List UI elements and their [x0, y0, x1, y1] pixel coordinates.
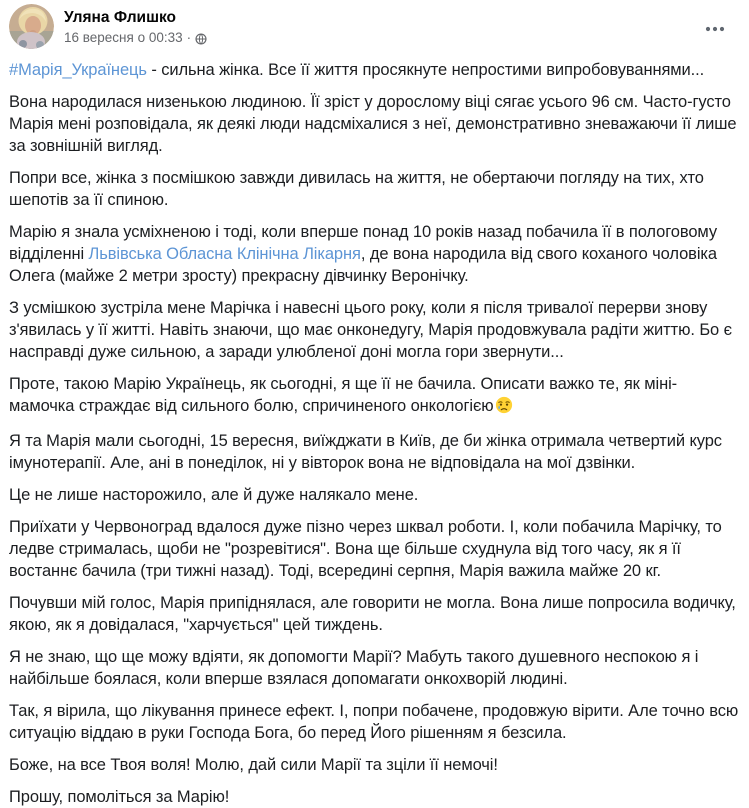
- meta-separator: ·: [186, 30, 192, 45]
- post-paragraph: Приїхати у Червоноград вдалося дуже пізно через шквал роботи. І, коли побачила Марічку, то ледве стрималась, щоби не "розревітися". Вона ще більше схуднула від того часу, як я її востаннє бачила (три тижні назад). Тоді, всередині серпня, Марія важила майже 20 кг.: [9, 518, 722, 580]
- post-paragraph: З усмішкою зустріла мене Марічка і навесні цього року, коли я після тривалої перерви знову з'явилась у її житті. Навіть знаючи, що має онконедугу, Марія продовжувала радіти життю. Бо є насправді дуже сильною, а заради улюбленої доні могла гори звернути...: [9, 299, 732, 361]
- post-paragraph: Почувши мій голос, Марія припіднялася, але говорити не могла. Вона лише попросила водичку, якою, як я довідалася, "харчується" цей тиждень.: [9, 594, 736, 634]
- paragraph-text: Проте, такою Марію Українець, як сьогодні, я ще її не бачила. Описати важко те, як міні-мамочка страждає від сильного болю, спричиненого онкологією: [9, 375, 678, 415]
- crying-face-emoji: [495, 396, 513, 420]
- more-options-button[interactable]: [699, 17, 731, 41]
- paragraph-text: Марію я знала усміхненою і тоді, коли вперше понад 10 років назад побачила її в пологовому відділенні: [9, 223, 717, 263]
- avatar-image: [9, 4, 54, 49]
- post-paragraph: Вона народилася низенькою людиною. Її зріст у дорослому віці сягає усього 96 см. Часто-густо Марія мені розповідала, як деякі люди надсміхалися з неї, демонстративно зневажаючи її лише за зовнішній вигляд.: [9, 93, 737, 155]
- post-paragraph: [9, 373, 740, 420]
- post-meta-row: [64, 30, 207, 46]
- post-paragraph: Так, я вірила, що лікування принесе ефект. І, попри побачене, продовжую вірити. Але точно всю ситуацію віддаю в руки Господа Бога, бо перед Його рішенням я безсила.: [9, 702, 739, 742]
- author-name[interactable]: Уляна Флишко: [64, 9, 177, 26]
- hashtag-link[interactable]: #Марія_Українець: [9, 61, 147, 79]
- post-paragraph: Боже, на все Твоя воля! Молю, дай сили Марії та зціли її немочі!: [9, 756, 498, 774]
- post-content: [9, 59, 740, 808]
- ellipsis-more-icon: [705, 26, 725, 32]
- globe-privacy-icon: [195, 33, 207, 45]
- post-paragraph: Я не знаю, що ще можу вдіяти, як допомогти Марії? Мабуть такого душевного неспокою я і найбільше боялася, коли вперше взялася допомагати онкохворій людині.: [9, 648, 699, 688]
- post-paragraph: Це не лише насторожило, але й дуже налякало мене.: [9, 486, 419, 504]
- post-paragraph: Прошу, помоліться за Марію!: [9, 788, 230, 806]
- paragraph-text: - сильна жінка. Все її життя просякнуте непростими випробовуваннями...: [146, 61, 705, 79]
- post-paragraph: Попри все, жінка з посмішкою завжди дивилась на життя, не обертаючи погляду на тих, хто шепотів за її спиною.: [9, 169, 704, 209]
- hospital-page-link[interactable]: Львівська Обласна Клінічна Лікарня: [88, 245, 361, 263]
- paragraph-text: , де вона народила від свого коханого чоловіка Олега (майже 2 метри зросту) прекрасну дівчинку Веронічку.: [9, 245, 717, 285]
- post-header: [9, 0, 740, 49]
- post-paragraph: [9, 221, 740, 287]
- post-timestamp[interactable]: 16 вересня о 00:33: [64, 30, 183, 45]
- post-paragraph: [9, 59, 740, 81]
- post-paragraph: Я та Марія мали сьогодні, 15 вересня, виїжджати в Київ, де би жінка отримала четвертий курс імунотерапії. Але, ані в понеділок, ні у вівторок вона не відповідала на мої дзвінки.: [9, 432, 722, 472]
- profile-avatar[interactable]: [9, 4, 54, 49]
- header-meta: [64, 4, 207, 46]
